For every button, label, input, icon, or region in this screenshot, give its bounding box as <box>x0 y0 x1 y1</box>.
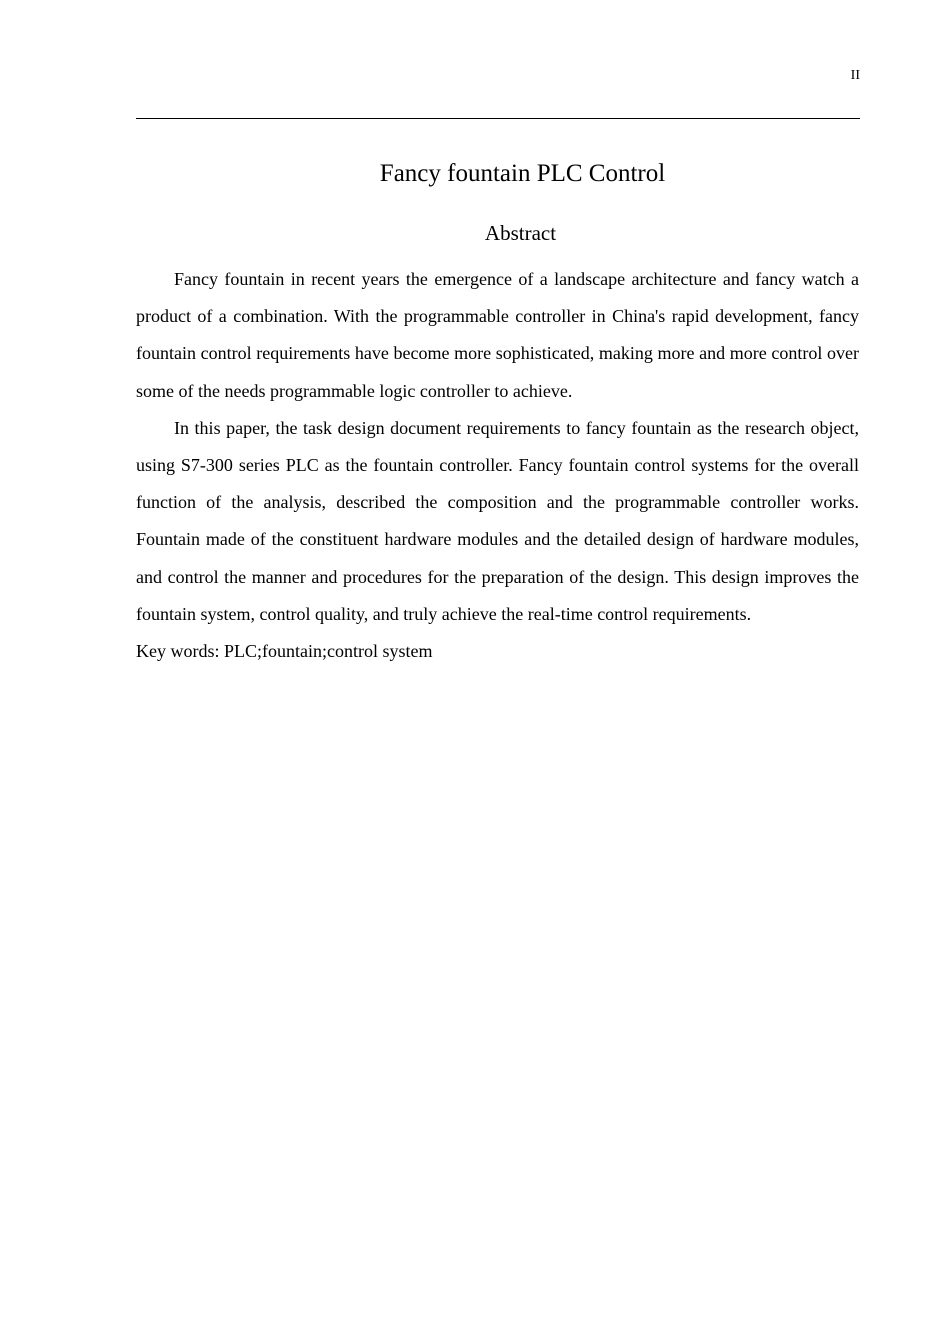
document-title: Fancy fountain PLC Control <box>379 160 666 187</box>
header-divider <box>136 118 860 119</box>
keywords-line: Key words: PLC;fountain;control system <box>136 641 433 662</box>
abstract-paragraph-2: In this paper, the task design document requirements to fancy fountain as the research object, using S7-300 series PLC as the fountain controller. Fancy fountain control systems for the overall function of the analysis, described the composition and the programmable controller works. Fountain made of the constituent hardware modules and the detailed design of hardware modules, and control the manner and procedures for the preparation of the design. This design improves the fountain system, control quality, and truly achieve the real-time control requirements. <box>136 417 859 624</box>
abstract-section <box>136 155 859 670</box>
page-number: II <box>850 68 860 83</box>
abstract-paragraph-1: Fancy fountain in recent years the emergence of a landscape architecture and fancy watch a product of a combination. With the programmable controller in China's rapid development, fancy fountain control requirements have become more sophisticated, making more and more control over some of the needs programmable logic controller to achieve. <box>136 269 859 401</box>
abstract-body <box>136 261 859 670</box>
abstract-heading: Abstract <box>484 221 557 245</box>
